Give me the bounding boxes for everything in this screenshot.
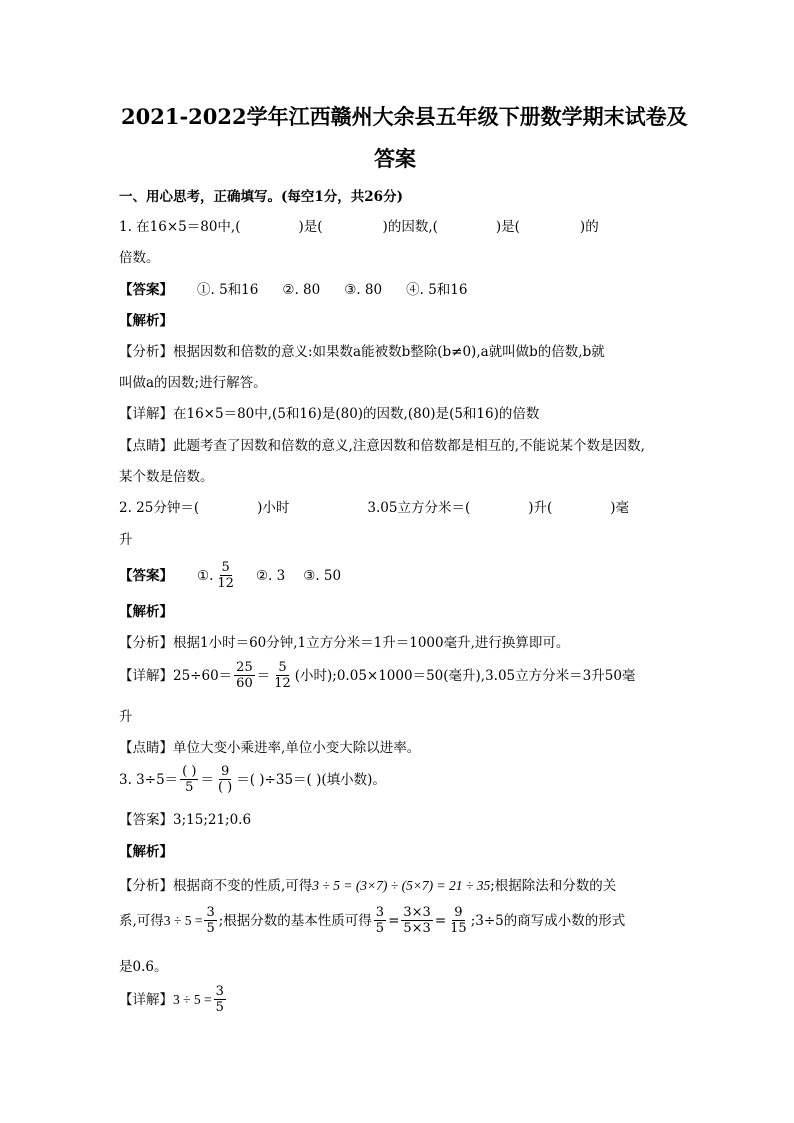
q3-analysis-line3: 是0.6。 <box>119 959 168 975</box>
q3-analysis-line2: 系,可得 3 ÷ 5 = $\frac{3}{5}$ ;根据分数的基本性质可得 $\frac{3}{5}$ = $\frac{3\times 3}{5\times 3}$ = $\frac{9}{15}$ ;3÷5的商写成小数的形式 <box>119 905 626 936</box>
q1-answer: 【答案】 ①. 5和16 ②. 80 ③. 80 ④. 5和16 <box>119 282 468 298</box>
q3-stem: 3. 3÷5＝ $\frac{( )}{5}$ ＝ $\frac{9}{( )}$ ＝( )÷35＝( )(填小数)。 <box>119 764 386 795</box>
q1-detail: 【详解】在16×5＝80中,(5和16)是(80)的因数,(80)是(5和16)的倍数 <box>119 406 540 422</box>
q1-analysis-line1: 【分析】根据因数和倍数的意义:如果数a能被数b整除(b≠0),a就叫做b的倍数,b就 <box>119 344 605 360</box>
q2-detail: 【详解】25÷60＝ $\frac{25}{60}$ ＝ $\frac{5}{12}$ (小时);0.05×1000＝50(毫升),3.05立方分米＝3升50毫 <box>119 660 636 691</box>
q3-detail: 【详解】 3 ÷ 5 = $\frac{3}{5}$ <box>119 984 224 1015</box>
q3-stem-fraction-2: $\frac{9}{( )}$ <box>217 764 233 795</box>
q2-answer: 【答案】 ①. $\frac{5}{12}$ ②. 3 ③. 50 <box>119 560 342 591</box>
q1-analysis-line2: 叫做a的因数;进行解答。 <box>119 375 267 391</box>
q3-analysis-fraction-4: $\frac{9}{15}$ <box>450 905 467 936</box>
q3-analysis-fraction-2: $\frac{3}{5}$ <box>375 905 385 936</box>
q2-detail-fraction-2: $\frac{5}{12}$ <box>274 660 291 691</box>
q1-stem: 1. 在16×5＝80中,( )是( )的因数,( )是( )的 <box>119 219 599 235</box>
q2-stem: 2. 25分钟＝( )小时 3.05立方分米＝( )升( )毫 <box>119 500 630 516</box>
q2-analysis: 【分析】根据1小时＝60分钟,1立方分米＝1升＝1000毫升,进行换算即可。 <box>119 635 570 651</box>
q3-jiexi-label: 【解析】 <box>119 844 173 860</box>
q3-analysis-line1: 【分析】根据商不变的性质,可得3 ÷ 5 = (3×7) ÷ (5×7) = 21 ÷ 35;根据除法和分数的关 <box>119 878 617 894</box>
q2-answer-fraction: $\frac{5}{12}$ <box>217 560 234 591</box>
q2-stem-line2: 升 <box>119 532 133 548</box>
q1-comment-line2: 某个数是倍数。 <box>119 469 214 485</box>
q2-comment: 【点睛】单位大变小乘进率,单位小变大除以进率。 <box>119 740 421 756</box>
q2-jiexi-label: 【解析】 <box>119 604 173 620</box>
page-title-line2: 答案 <box>374 146 416 171</box>
q3-answer: 【答案】3;15;21;0.6 <box>119 812 252 828</box>
q1-comment-line1: 【点睛】此题考查了因数和倍数的意义,注意因数和倍数都是相互的,不能说某个数是因数, <box>119 438 645 454</box>
page-title-line1: 2021-2022学年江西赣州大余县五年级下册数学期末试卷及 <box>121 104 688 129</box>
q3-stem-fraction-1: $\frac{( )}{5}$ <box>182 764 197 795</box>
q1-jiexi-label: 【解析】 <box>119 313 173 329</box>
q3-detail-fraction: $\frac{3}{5}$ <box>215 984 224 1015</box>
q3-analysis-fraction-3: $\frac{3\times 3}{5\times 3}$ <box>403 905 431 936</box>
q1-stem-line2: 倍数。 <box>119 250 160 266</box>
q2-detail-line2: 升 <box>119 709 133 725</box>
q2-detail-fraction-1: $\frac{25}{60}$ <box>236 660 253 691</box>
q3-analysis-fraction-1: $\frac{3}{5}$ <box>206 905 215 936</box>
section-heading: 一、用心思考，正确填写。(每空1分，共26分) <box>119 189 403 205</box>
